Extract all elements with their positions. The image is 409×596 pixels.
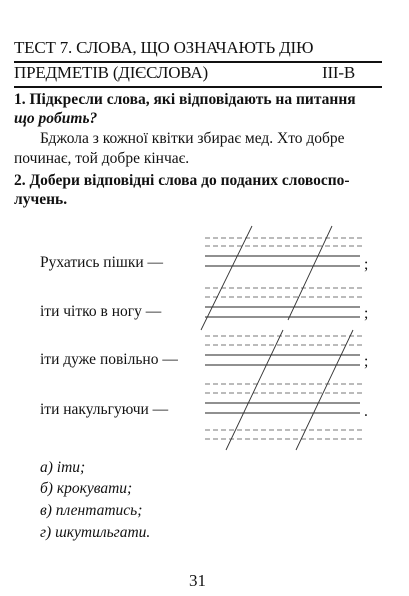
test-title-line2: ПРЕДМЕТІВ (ДІЄСЛОВА) <box>14 63 208 82</box>
phrase-3-end: ; <box>364 353 369 370</box>
task1-text-line2: починає, той добре кінчає. <box>14 150 190 167</box>
slant-guide-lines <box>201 226 353 450</box>
solid-answer-lines <box>205 256 360 413</box>
dashed-guide-lines <box>205 238 362 439</box>
phrase-1-end: ; <box>364 256 369 273</box>
option-a: а) іти; <box>40 459 86 476</box>
page-number: 31 <box>189 571 206 590</box>
phrase-4: іти накульгуючи — <box>40 401 169 418</box>
task1-title: 1. Підкресли слова, які відповідають на питання <box>14 91 356 108</box>
option-c: в) плентатись; <box>40 502 143 519</box>
phrase-4-end: . <box>364 403 368 420</box>
task1-text-line1: Бджола з кожної квітки збирає мед. Хто добре <box>40 130 345 147</box>
task1-question: що робить? <box>14 110 98 127</box>
phrase-2-end: ; <box>364 305 369 322</box>
option-d: г) шкутильгати. <box>40 524 151 541</box>
option-b: б) крокувати; <box>40 480 133 497</box>
task2-title-cont: лучень. <box>14 191 68 208</box>
task2-title: 2. Добери відповідні слова до поданих словоспо- <box>14 172 350 189</box>
difficulty-level: ІІІ-В <box>322 63 355 82</box>
phrase-1: Рухатись пішки — <box>40 254 164 271</box>
test-title-line1: ТЕСТ 7. СЛОВА, ЩО ОЗНАЧАЮТЬ ДІЮ <box>14 38 314 57</box>
phrase-2: іти чітко в ногу — <box>40 303 162 320</box>
phrase-3: іти дуже повільно — <box>40 351 178 368</box>
